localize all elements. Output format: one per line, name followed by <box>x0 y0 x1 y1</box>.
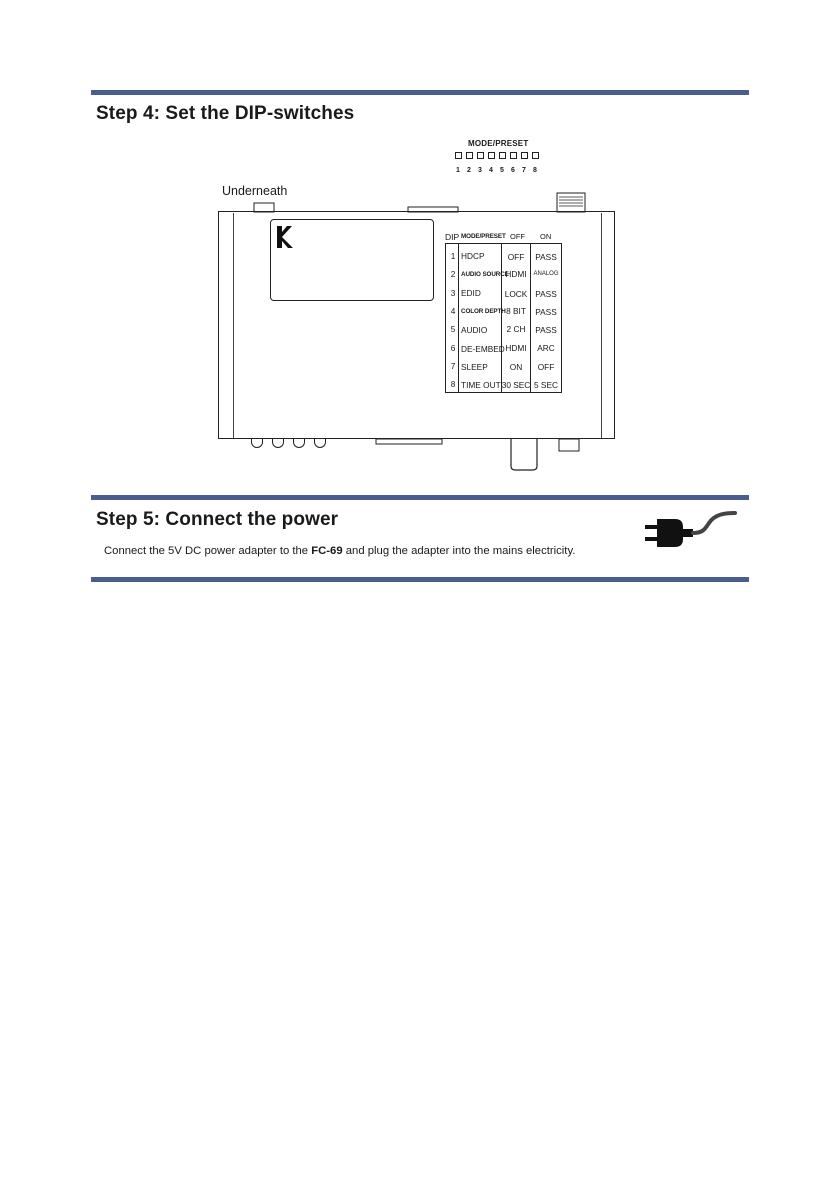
dip-number: 8 <box>533 167 537 174</box>
table-cell-name: DE-EMBED <box>461 344 505 354</box>
device-edge-left <box>233 213 234 438</box>
table-cell-num: 6 <box>450 343 456 353</box>
table-cell-on: ANALOG <box>533 271 559 277</box>
table-header-dip: DIP <box>445 232 460 242</box>
table-cell-name: HDCP <box>461 251 485 261</box>
table-cell-on: ARC <box>537 343 555 353</box>
device-edge-right <box>601 213 602 438</box>
table-cell-on: PASS <box>535 252 557 262</box>
table-cell-num: 7 <box>450 361 456 371</box>
table-cell-off: LOCK <box>504 289 528 299</box>
section-rule-bottom <box>91 577 749 582</box>
step5-text-before: Connect the 5V DC power adapter to the <box>104 545 312 557</box>
dip-number: 5 <box>500 167 504 174</box>
table-cell-on: PASS <box>535 289 557 299</box>
table-cell-name: AUDIO SOURCE <box>461 271 509 278</box>
step5-instruction <box>104 545 575 557</box>
table-cell-off: HDMI <box>505 269 527 279</box>
dip-switch-header: MODE/PRESET <box>468 139 529 148</box>
dip-number: 3 <box>478 167 482 174</box>
table-cell-on: PASS <box>535 307 557 317</box>
table-cell-name: EDID <box>461 288 481 298</box>
table-header-mode: MODE/PRESET <box>461 233 506 240</box>
power-plug-icon <box>645 509 737 553</box>
table-divider <box>458 243 459 393</box>
underneath-label: Underneath <box>222 184 288 198</box>
step4-title: Step 4: Set the DIP-switches <box>96 103 355 124</box>
table-cell-on: OFF <box>537 362 555 372</box>
table-cell-on: PASS <box>535 325 557 335</box>
dip-number: 2 <box>467 167 471 174</box>
dip-number: 1 <box>456 167 460 174</box>
product-name: FC-69 <box>311 545 343 557</box>
table-cell-on: 5 SEC <box>534 380 558 390</box>
table-cell-name: TIME OUT <box>461 380 501 390</box>
table-cell-off: 2 CH <box>506 324 526 334</box>
table-cell-num: 1 <box>450 251 456 261</box>
table-cell-name: SLEEP <box>461 362 488 372</box>
table-cell-num: 2 <box>450 269 456 279</box>
table-cell-off: HDMI <box>505 343 527 353</box>
table-cell-num: 8 <box>450 379 456 389</box>
table-cell-num: 5 <box>450 324 456 334</box>
table-cell-num: 4 <box>450 306 456 316</box>
table-cell-off: 8 BIT <box>506 306 526 316</box>
dip-number: 7 <box>522 167 526 174</box>
dip-number: 6 <box>511 167 515 174</box>
table-cell-off: ON <box>509 362 523 372</box>
section-rule-middle <box>91 495 749 500</box>
table-cell-off: OFF <box>507 252 525 262</box>
table-cell-off: 30 SEC <box>501 380 531 390</box>
kramer-logo-icon <box>277 226 295 248</box>
dip-number: 4 <box>489 167 493 174</box>
table-header-on: ON <box>540 232 552 241</box>
table-cell-num: 3 <box>450 288 456 298</box>
table-header-off: OFF <box>510 232 525 241</box>
step5-title: Step 5: Connect the power <box>96 509 339 530</box>
table-cell-name: AUDIO <box>461 325 488 335</box>
table-cell-name: COLOR DEPTH <box>461 308 506 315</box>
step5-text-after: and plug the adapter into the mains electricity. <box>342 545 576 557</box>
